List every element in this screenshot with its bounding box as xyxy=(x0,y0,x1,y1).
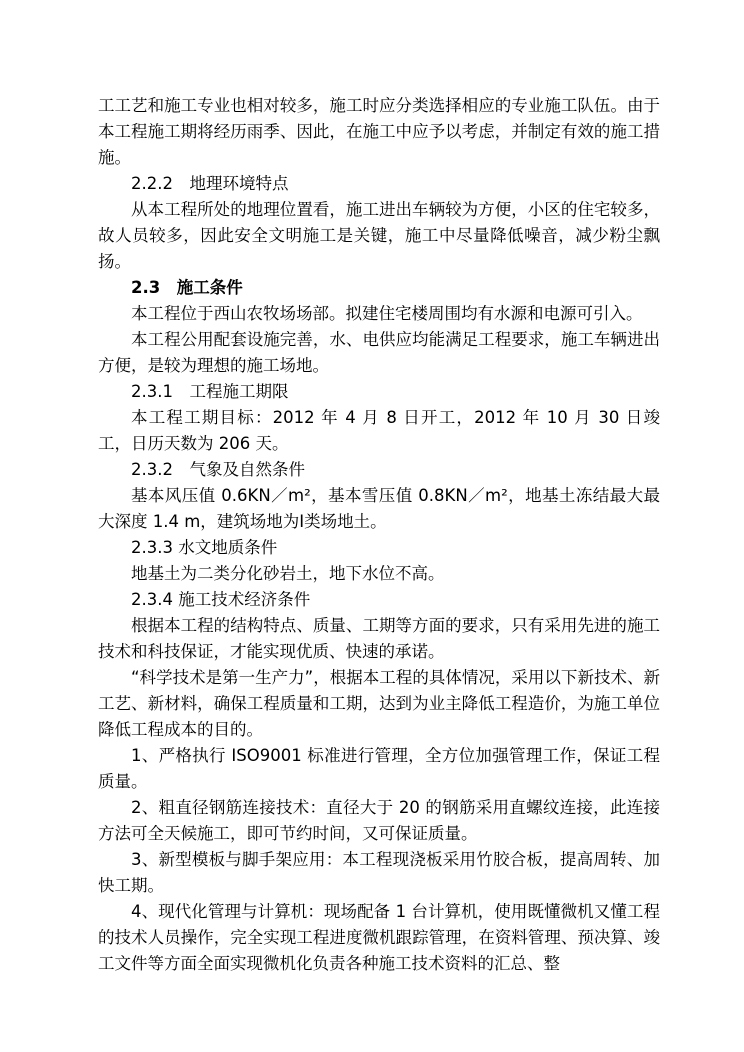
list-item: 1、严格执行 ISO9001 标准进行管理，全方位加强管理工作，保证工程质量。 xyxy=(98,746,660,791)
section-heading-2-3-1: 2.3.1 工程施工期限 xyxy=(131,382,289,401)
paragraph: 根据本工程的结构特点、质量、工期等方面的要求，只有采用先进的施工技术和科技保证，才能实现优质、快速的承诺。 xyxy=(98,616,660,661)
section-heading-2-3-3: 2.3.3 水文地质条件 xyxy=(131,538,278,557)
paragraph: 本工程位于西山农牧场场部。拟建住宅楼周围均有水源和电源可引入。 xyxy=(131,304,643,323)
paragraph: 本工程工期目标：2012 年 4 月 8 日开工，2012 年 10 月 30 日竣工，日历天数为 206 天。 xyxy=(98,408,660,453)
list-item: 3、新型模板与脚手架应用：本工程现浇板采用竹胶合板，提高周转、加快工期。 xyxy=(98,850,660,895)
section-heading-2-3-2: 2.3.2 气象及自然条件 xyxy=(131,460,305,479)
paragraph: 基本风压值 0.6KN／m²，基本雪压值 0.8KN／m²，地基土冻结最大最大深度 1.4 m，建筑场地为Ⅰ类场地土。 xyxy=(98,486,660,531)
section-heading-2-3-4: 2.3.4 施工技术经济条件 xyxy=(131,590,311,609)
paragraph: 地基土为二类分化砂岩土，地下水位不高。 xyxy=(131,564,445,583)
paragraph: 本工程公用配套设施完善，水、电供应均能满足工程要求，施工车辆进出方便，是较为理想的施工场地。 xyxy=(98,330,660,375)
list-item: 4、现代化管理与计算机：现场配备 1 台计算机，使用既懂微机又懂工程的技术人员操作，完全实现工程进度微机跟踪管理，在资料管理、预决算、竣工文件等方面全面实现微机化负责各种施工技术资料的汇总、整 xyxy=(98,902,660,973)
list-item: 2、粗直径钢筋连接技术：直径大于 20 的钢筋采用直螺纹连接，此连接方法可全天候施工，即可节约时间，又可保证质量。 xyxy=(98,798,660,843)
paragraph: 工工艺和施工专业也相对较多，施工时应分类选择相应的专业施工队伍。由于本工程施工期将经历雨季、因此，在施工中应予以考虑，并制定有效的施工措施。 xyxy=(98,96,660,167)
document-body xyxy=(98,93,660,977)
section-heading-2-3: 2.3 施工条件 xyxy=(131,278,243,297)
paragraph: 从本工程所处的地理位置看，施工进出车辆较为方便，小区的住宅较多，故人员较多，因此安全文明施工是关键，施工中尽量降低噪音，减少粉尘飘扬。 xyxy=(98,200,660,271)
section-heading-2-2-2: 2.2.2 地理环境特点 xyxy=(131,174,289,193)
paragraph: “科学技术是第一生产力”，根据本工程的具体情况，采用以下新技术、新工艺、新材料，确保工程质量和工期，达到为业主降低工程造价，为施工单位降低工程成本的目的。 xyxy=(98,668,660,739)
